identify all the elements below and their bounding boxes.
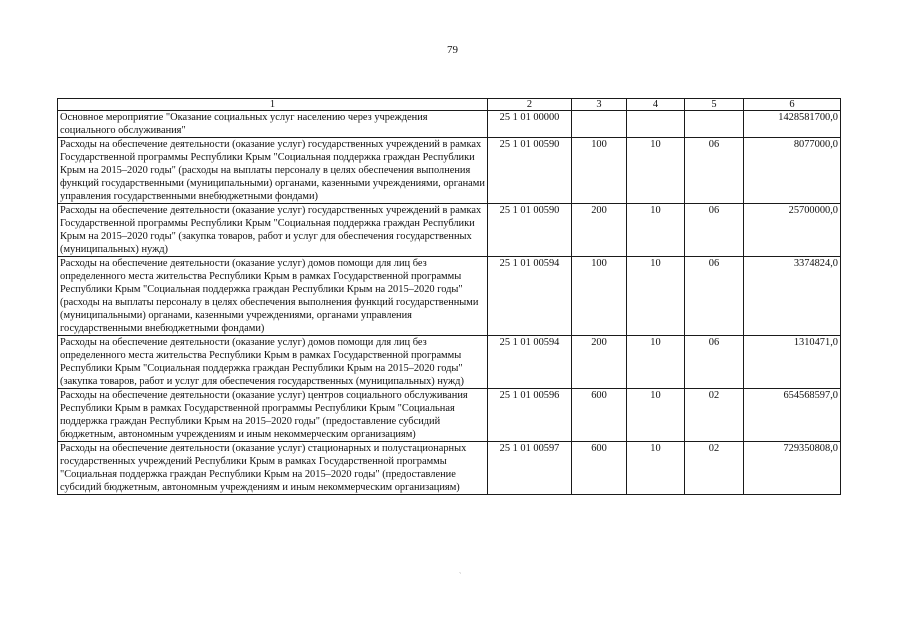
amount: 1428581700,0 bbox=[744, 111, 841, 138]
expense-name: Расходы на обеспечение деятельности (оказание услуг) центров социального обслуживания Республики Крым в рамках Государственной программы Республики Крым "Социальная поддержка граждан Республики Крым на 2015–2020 годы" (предоставление субсидий бюджетным, автономным учреждениям и иным некоммерческим организациям) bbox=[58, 389, 488, 442]
subsection-code: 02 bbox=[685, 442, 744, 495]
section-code: 10 bbox=[627, 442, 685, 495]
table-row bbox=[58, 138, 841, 204]
target-code: 25 1 01 00590 bbox=[488, 138, 572, 204]
expense-name: Основное мероприятие "Оказание социальных услуг населению через учреждения социального обслуживания" bbox=[58, 111, 488, 138]
amount: 3374824,0 bbox=[744, 257, 841, 336]
expense-name: Расходы на обеспечение деятельности (оказание услуг) стационарных и полустационарных государственных учреждений Республики Крым в рамках Государственной программы "Социальная поддержка граждан Республики Крым на 2015–2020 годы" (предоставление субсидий бюджетным, автономным учреждениям и иным некоммерческим организациям) bbox=[58, 442, 488, 495]
scan-artifact-mark: ˴ bbox=[459, 568, 462, 576]
expense-name: Расходы на обеспечение деятельности (оказание услуг) домов помощи для лиц без определенного места жительства Республики Крым в рамках Государственной программы Республики Крым "Социальная поддержка граждан Республики Крым на 2015–2020 годы" (расходы на выплаты персоналу в целях обеспечения выполнения функций государственными (муниципальными) органами, казенными учреждениями, органами управления государственными внебюджетными фондами) bbox=[58, 257, 488, 336]
amount: 729350808,0 bbox=[744, 442, 841, 495]
expense-type: 200 bbox=[572, 204, 627, 257]
amount: 654568597,0 bbox=[744, 389, 841, 442]
expense-type: 600 bbox=[572, 389, 627, 442]
section-code: 10 bbox=[627, 336, 685, 389]
subsection-code: 06 bbox=[685, 257, 744, 336]
table-header-row bbox=[58, 99, 841, 111]
expense-type: 200 bbox=[572, 336, 627, 389]
table-row bbox=[58, 111, 841, 138]
expense-type: 100 bbox=[572, 257, 627, 336]
header-col-5: 5 bbox=[685, 99, 744, 111]
target-code: 25 1 01 00597 bbox=[488, 442, 572, 495]
table-row bbox=[58, 257, 841, 336]
table-row bbox=[58, 204, 841, 257]
header-col-6: 6 bbox=[744, 99, 841, 111]
section-code: 10 bbox=[627, 257, 685, 336]
section-code: 10 bbox=[627, 138, 685, 204]
table-row bbox=[58, 389, 841, 442]
header-col-1: 1 bbox=[58, 99, 488, 111]
section-code bbox=[627, 111, 685, 138]
expense-name: Расходы на обеспечение деятельности (оказание услуг) домов помощи для лиц без определенного места жительства Республики Крым в рамках Государственной программы Республики Крым "Социальная поддержка граждан Республики Крым на 2015–2020 годы" (закупка товаров, работ и услуг для обеспечения государственных (муниципальных) нужд) bbox=[58, 336, 488, 389]
expense-name: Расходы на обеспечение деятельности (оказание услуг) государственных учреждений в рамках Государственной программы Республики Крым "Социальная поддержка граждан Республики Крым на 2015–2020 годы" (закупка товаров, работ и услуг для обеспечения государственных (муниципальных) нужд) bbox=[58, 204, 488, 257]
expense-type: 100 bbox=[572, 138, 627, 204]
table-row bbox=[58, 336, 841, 389]
header-col-3: 3 bbox=[572, 99, 627, 111]
subsection-code: 06 bbox=[685, 138, 744, 204]
header-col-2: 2 bbox=[488, 99, 572, 111]
expense-type bbox=[572, 111, 627, 138]
table-row bbox=[58, 442, 841, 495]
target-code: 25 1 01 00594 bbox=[488, 336, 572, 389]
amount: 8077000,0 bbox=[744, 138, 841, 204]
header-col-4: 4 bbox=[627, 99, 685, 111]
subsection-code: 06 bbox=[685, 204, 744, 257]
expense-name: Расходы на обеспечение деятельности (оказание услуг) государственных учреждений в рамках Государственной программы Республики Крым "Социальная поддержка граждан Республики Крым на 2015–2020 годы" (расходы на выплаты персоналу в целях обеспечения выполнения функций государственными (муниципальными) органами, казенными учреждениями, органами управления государственными внебюджетными фондами) bbox=[58, 138, 488, 204]
target-code: 25 1 01 00000 bbox=[488, 111, 572, 138]
amount: 1310471,0 bbox=[744, 336, 841, 389]
section-code: 10 bbox=[627, 204, 685, 257]
subsection-code: 06 bbox=[685, 336, 744, 389]
subsection-code bbox=[685, 111, 744, 138]
page-number: 79 bbox=[447, 44, 458, 56]
target-code: 25 1 01 00596 bbox=[488, 389, 572, 442]
budget-table bbox=[57, 98, 841, 495]
amount: 25700000,0 bbox=[744, 204, 841, 257]
expense-type: 600 bbox=[572, 442, 627, 495]
target-code: 25 1 01 00590 bbox=[488, 204, 572, 257]
section-code: 10 bbox=[627, 389, 685, 442]
subsection-code: 02 bbox=[685, 389, 744, 442]
target-code: 25 1 01 00594 bbox=[488, 257, 572, 336]
